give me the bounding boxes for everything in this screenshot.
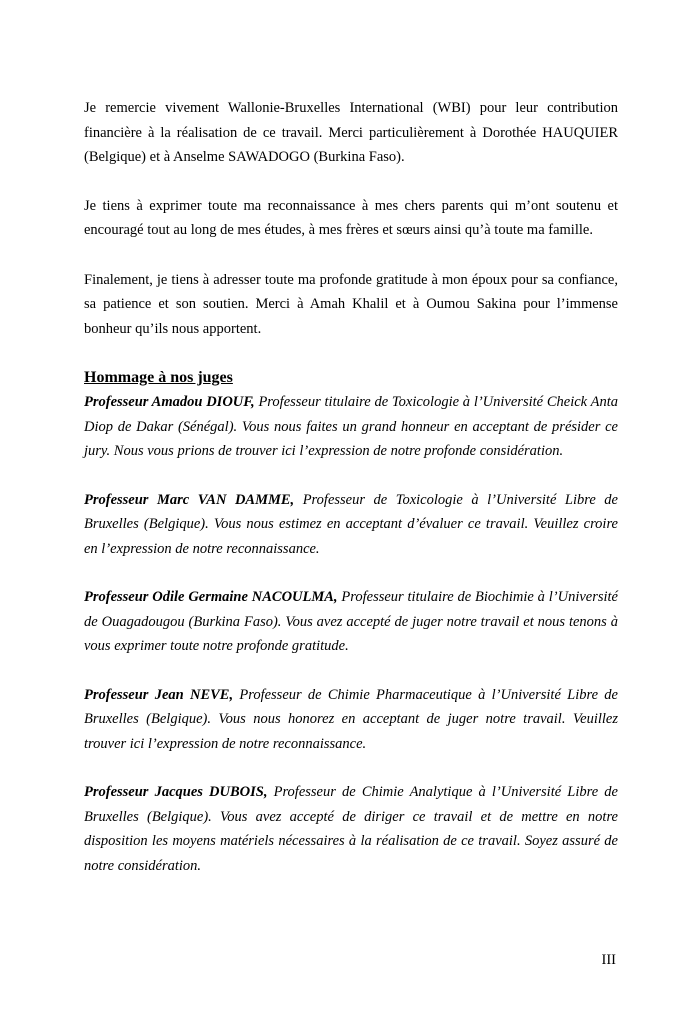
acknowledgment-paragraph-spouse: Finalement, je tiens à adresser toute ma profonde gratitude à mon époux pour sa confiance, sa patience et son soutien. Merci à Amah Khalil et à Oumou Sakina pour l’immense bonheur qu’ils nous apportent. — [84, 271, 618, 337]
judge-entry — [84, 585, 618, 659]
judge-text: Professeur titulaire de Toxicologie à l’Université Cheick Anta Diop de Dakar (Sénégal). Vous nous faites un grand honneur en acceptant de présider ce jury. Nous vous prions de trouver ici l’expression de notre profonde considération. — [84, 394, 618, 459]
judge-text: Professeur de Chimie Analytique à l’Université Libre de Bruxelles (Belgique). Vous avez accepté de diriger ce travail et de mettre en notre disposition les moyens matériels nécessaires à la réalisation de ce travail. Soyez assuré de notre considération. — [84, 784, 618, 874]
page-number: III — [601, 952, 616, 968]
judge-entry — [84, 683, 618, 757]
judge-name: Professeur Jean NEVE, — [84, 686, 234, 703]
judge-text: Professeur de Chimie Pharmaceutique à l’Université Libre de Bruxelles (Belgique). Vous nous honorez en acceptant de juger notre travail. Veuillez trouver ici l’expression de notre reconnaissance. — [84, 686, 618, 752]
judge-entry — [84, 780, 618, 878]
judge-name: Professeur Marc VAN DAMME, — [84, 491, 295, 508]
document-page — [84, 96, 618, 878]
acknowledgment-paragraph-parents: Je tiens à exprimer toute ma reconnaissance à mes chers parents qui m’ont soutenu et encouragé tout au long de mes études, à mes frères et sœurs ainsi qu’à toute ma famille. — [84, 197, 618, 238]
judge-entry — [84, 390, 618, 464]
judge-text: Professeur de Toxicologie à l’Université Libre de Bruxelles (Belgique). Vous nous estimez en acceptant d’évaluer ce travail. Veuillez croire en l’expression de notre reconnaissance. — [84, 491, 618, 557]
judge-name: Professeur Amadou DIOUF, — [84, 394, 255, 410]
judge-name: Professeur Jacques DUBOIS, — [84, 784, 268, 800]
judge-name: Professeur Odile Germaine NACOULMA, — [84, 589, 338, 605]
section-title: Hommage à nos juges — [84, 369, 233, 386]
acknowledgment-paragraph-wbi: Je remercie vivement Wallonie-Bruxelles International (WBI) pour leur contribution financière à la réalisation de ce travail. Merci particulièrement à Dorothée HAUQUIER (Belgique) et à Anselme SAWADOGO (Burkina Faso). — [84, 100, 618, 165]
judge-text: Professeur titulaire de Biochimie à l’Université de Ouagadougou (Burkina Faso). Vous avez accepté de juger notre travail et nous tenons à vous exprimer toute notre profonde gratitude. — [84, 589, 618, 654]
judge-entry — [84, 488, 618, 562]
